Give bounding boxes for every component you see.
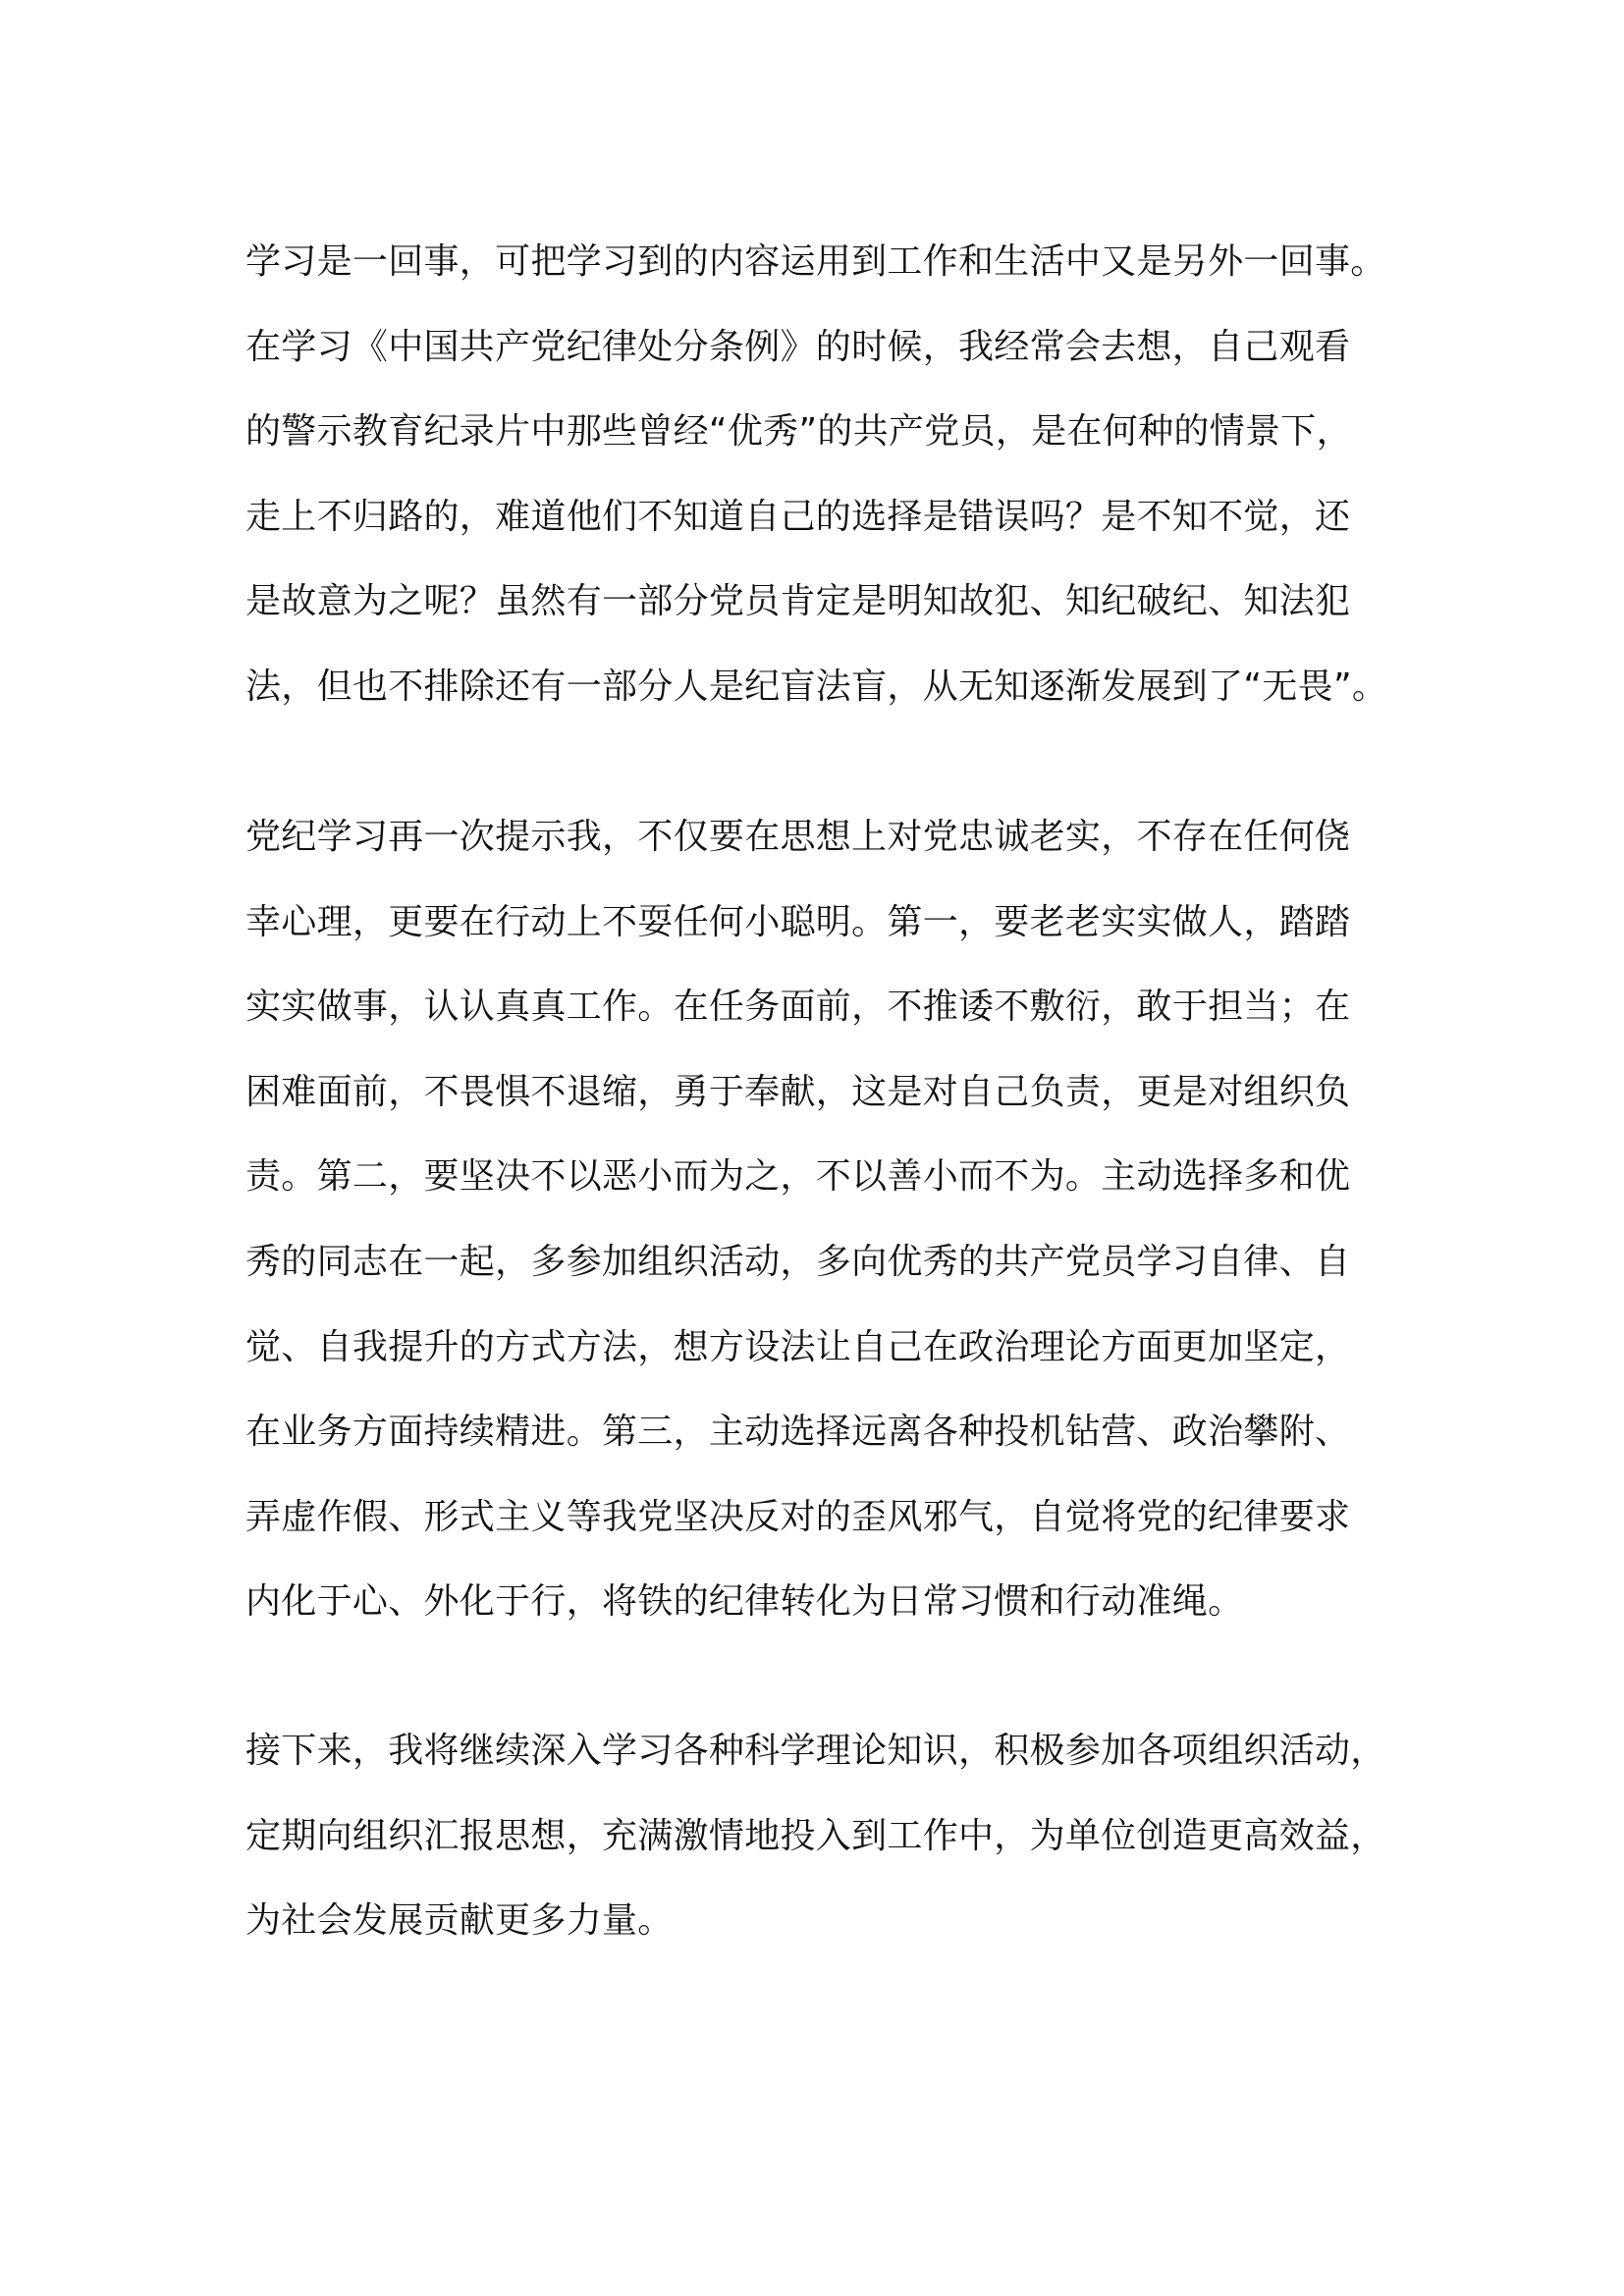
text-line: 的警示教育纪录片中那些曾经“优秀”的共产党员，是在何种的情景下， [245,411,1352,453]
text-line: 党纪学习再一次提示我，不仅要在思想上对党忠诚老实，不存在任何侥 [245,817,1351,857]
text-line: 责。第二，要坚决不以恶小而为之，不以善小而不为。主动选择多和优 [245,1156,1351,1198]
text-line: 为社会发展贡献更多力量。 [245,1900,674,1942]
text-line: 在业务方面持续精进。第三，主动选择远离各种投机钻营、政治攀附、 [245,1412,1351,1453]
text-line: 在学习《中国共产党纪律处分条例》的时候，我经常会去想，自己观看 [245,326,1351,367]
text-line: 秀的同志在一起，多参加组织活动，多向优秀的共产党员学习自律、自 [245,1241,1351,1282]
paragraph-1 [245,220,1394,730]
paragraph-2 [245,795,1394,1645]
text-line: 觉、自我提升的方式方法，想方设法让自己在政治理论方面更加坚定， [245,1326,1351,1367]
paragraph-3 [245,1709,1394,1964]
text-line: 学习是一回事，可把学习到的内容运用到工作和生活中又是另外一回事。 [245,241,1386,282]
text-line: 内化于心、外化于行，将铁的纪律转化为日常习惯和行动准绳。 [245,1581,1244,1623]
text-line: 困难面前，不畏惧不退缩，勇于奉献，这是对自己负责，更是对组织负 [245,1071,1351,1112]
text-line: 定期向组织汇报思想，充满激情地投入到工作中，为单位创造更高效益， [245,1815,1386,1856]
text-line: 接下来，我将继续深入学习各种科学理论知识，积极参加各项组织活动， [245,1731,1386,1771]
text-line: 实实做事，认认真真工作。在任务面前，不推诿不敷衍，敢于担当；在 [245,987,1351,1028]
text-line: 弄虚作假、形式主义等我党坚决反对的歪风邪气，自觉将党的纪律要求 [245,1496,1351,1537]
text-line: 法，但也不排除还有一部分人是纪盲法盲，从无知逐渐发展到了“无畏”。 [245,666,1388,707]
text-line: 是故意为之呢？虽然有一部分党员肯定是明知故犯、知纪破纪、知法犯 [245,581,1351,622]
text-line: 走上不归路的，难道他们不知道自己的选择是错误吗？是不知不觉，还 [245,496,1351,537]
text-line: 幸心理，更要在行动上不耍任何小聪明。第一，要老老实实做人，踏踏 [245,901,1351,942]
